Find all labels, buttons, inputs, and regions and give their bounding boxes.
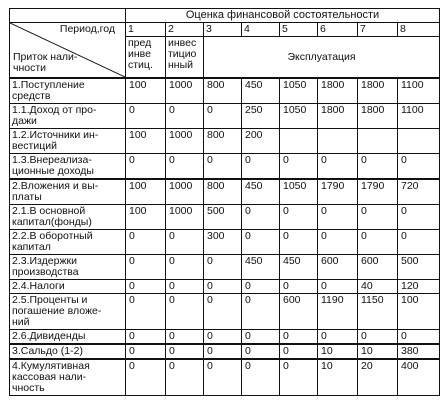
value-cell: 1000 [166, 179, 204, 205]
value-cell: 400 [398, 359, 440, 396]
value-cell: 500 [204, 205, 242, 230]
value-cell: 0 [280, 330, 318, 345]
value-cell: 0 [204, 344, 242, 359]
value-cell: 720 [398, 179, 440, 205]
value-cell: 0 [166, 255, 204, 280]
table-row [10, 255, 440, 280]
value-cell: 1790 [358, 179, 398, 205]
value-cell: 800 [204, 78, 242, 104]
row-label: 2.3.Издержки производства [10, 255, 126, 280]
row-label: 3.Сальдо (1-2) [10, 344, 126, 359]
value-cell: 0 [126, 344, 166, 359]
value-cell: 0 [126, 104, 166, 129]
financial-table-scan [9, 8, 439, 394]
row-label: 1.2.Источники ин- вестиций [10, 129, 126, 154]
col-number-7: 7 [358, 23, 398, 37]
value-cell: 0 [126, 154, 166, 180]
value-cell [318, 129, 358, 154]
table-title: Оценка финансовой состоятельности [126, 9, 440, 23]
value-cell: 0 [242, 280, 280, 294]
value-cell [398, 129, 440, 154]
value-cell: 0 [242, 330, 280, 345]
value-cell: 20 [358, 359, 398, 396]
value-cell: 800 [204, 129, 242, 154]
value-cell: 200 [242, 129, 280, 154]
table-row [10, 205, 440, 230]
value-cell: 1190 [318, 294, 358, 330]
value-cell: 800 [204, 179, 242, 205]
value-cell: 450 [242, 179, 280, 205]
col-number-1: 1 [126, 23, 166, 37]
value-cell: 100 [126, 78, 166, 104]
value-cell: 450 [242, 78, 280, 104]
value-cell [280, 129, 318, 154]
value-cell: 1800 [358, 78, 398, 104]
value-cell: 100 [126, 205, 166, 230]
financial-viability-table [9, 8, 440, 396]
value-cell: 0 [280, 280, 318, 294]
value-cell: 450 [280, 255, 318, 280]
value-cell: 1050 [280, 78, 318, 104]
stage-investment: инвес тицио нный [166, 37, 204, 79]
value-cell: 1000 [166, 205, 204, 230]
value-cell: 450 [242, 255, 280, 280]
row-label: 1.1.Доход от про- дажи [10, 104, 126, 129]
value-cell: 1050 [280, 179, 318, 205]
table-row [10, 78, 440, 104]
col-number-3: 3 [204, 23, 242, 37]
value-cell: 0 [204, 154, 242, 180]
value-cell: 0 [204, 255, 242, 280]
value-cell: 1790 [318, 179, 358, 205]
value-cell: 0 [358, 330, 398, 345]
value-cell: 0 [280, 154, 318, 180]
table-row [10, 294, 440, 330]
value-cell: 0 [204, 280, 242, 294]
table-row [10, 280, 440, 294]
value-cell: 1050 [280, 104, 318, 129]
value-cell: 0 [166, 154, 204, 180]
value-cell: 1800 [318, 104, 358, 129]
value-cell: 0 [242, 230, 280, 255]
row-label: 2.5.Проценты и погашение вложе- ний [10, 294, 126, 330]
value-cell: 0 [242, 205, 280, 230]
value-cell: 100 [398, 294, 440, 330]
value-cell: 100 [126, 129, 166, 154]
table-row [10, 129, 440, 154]
stage-operation: Эксплуатация [204, 37, 440, 79]
corner-top-spacer [10, 9, 126, 23]
value-cell: 0 [398, 154, 440, 180]
row-label: 2.4.Налоги [10, 280, 126, 294]
value-cell: 1000 [166, 78, 204, 104]
value-cell: 1800 [358, 104, 398, 129]
value-cell: 0 [166, 330, 204, 345]
value-cell: 0 [318, 154, 358, 180]
value-cell: 0 [280, 359, 318, 396]
col-number-2: 2 [166, 23, 204, 37]
value-cell: 0 [242, 359, 280, 396]
value-cell: 0 [204, 294, 242, 330]
inflow-label: Приток нали- чности [13, 51, 78, 74]
value-cell: 0 [126, 359, 166, 396]
value-cell: 1800 [318, 78, 358, 104]
value-cell: 0 [204, 330, 242, 345]
row-label: 1.Поступление средств [10, 78, 126, 104]
value-cell [358, 129, 398, 154]
table-row [10, 179, 440, 205]
col-number-8: 8 [398, 23, 440, 37]
value-cell: 0 [166, 104, 204, 129]
value-cell: 250 [242, 104, 280, 129]
value-cell: 10 [318, 344, 358, 359]
value-cell: 0 [398, 230, 440, 255]
value-cell: 0 [318, 230, 358, 255]
col-number-4: 4 [242, 23, 280, 37]
value-cell: 0 [318, 330, 358, 345]
stage-preinvestment: пред инве стиц. [126, 37, 166, 79]
value-cell: 0 [242, 344, 280, 359]
value-cell: 0 [126, 255, 166, 280]
value-cell: 0 [280, 230, 318, 255]
table-row [10, 230, 440, 255]
row-label: 2.1.В основной капитал(фонды) [10, 205, 126, 230]
value-cell: 120 [398, 280, 440, 294]
value-cell: 0 [398, 330, 440, 345]
value-cell: 0 [126, 280, 166, 294]
value-cell: 0 [280, 344, 318, 359]
table-row [10, 330, 440, 345]
value-cell: 0 [358, 230, 398, 255]
value-cell: 1100 [398, 78, 440, 104]
value-cell: 380 [398, 344, 440, 359]
value-cell: 10 [318, 359, 358, 396]
value-cell: 1100 [398, 104, 440, 129]
table-row [10, 104, 440, 129]
value-cell: 600 [280, 294, 318, 330]
value-cell: 0 [358, 205, 398, 230]
value-cell: 600 [318, 255, 358, 280]
value-cell: 0 [358, 154, 398, 180]
value-cell: 0 [126, 230, 166, 255]
table-row [10, 154, 440, 180]
period-label: Период,год [59, 23, 115, 35]
col-number-6: 6 [318, 23, 358, 37]
table-row [10, 344, 440, 359]
value-cell: 0 [126, 294, 166, 330]
value-cell: 1000 [166, 129, 204, 154]
col-number-5: 5 [280, 23, 318, 37]
diagonal-header-cell [10, 23, 126, 79]
value-cell: 1150 [358, 294, 398, 330]
table-row [10, 359, 440, 396]
value-cell: 100 [126, 179, 166, 205]
value-cell: 0 [204, 104, 242, 129]
row-label: 4.Кумулятивная кассовая нали- чность [10, 359, 126, 396]
value-cell: 0 [242, 154, 280, 180]
value-cell: 0 [126, 330, 166, 345]
value-cell: 500 [398, 255, 440, 280]
row-label: 2.2.В оборотный капитал [10, 230, 126, 255]
value-cell: 0 [280, 205, 318, 230]
value-cell: 0 [166, 359, 204, 396]
row-label: 1.3.Внереализа- ционные доходы [10, 154, 126, 180]
value-cell: 0 [318, 280, 358, 294]
value-cell: 0 [398, 205, 440, 230]
value-cell: 0 [166, 280, 204, 294]
value-cell: 40 [358, 280, 398, 294]
value-cell: 10 [358, 344, 398, 359]
row-label: 2.6.Дивиденды [10, 330, 126, 345]
value-cell: 0 [166, 344, 204, 359]
value-cell: 600 [358, 255, 398, 280]
value-cell: 0 [318, 205, 358, 230]
value-cell: 300 [204, 230, 242, 255]
value-cell: 0 [204, 359, 242, 396]
value-cell: 0 [166, 294, 204, 330]
value-cell: 0 [242, 294, 280, 330]
row-label: 2.Вложения и вы- платы [10, 179, 126, 205]
value-cell: 0 [166, 230, 204, 255]
